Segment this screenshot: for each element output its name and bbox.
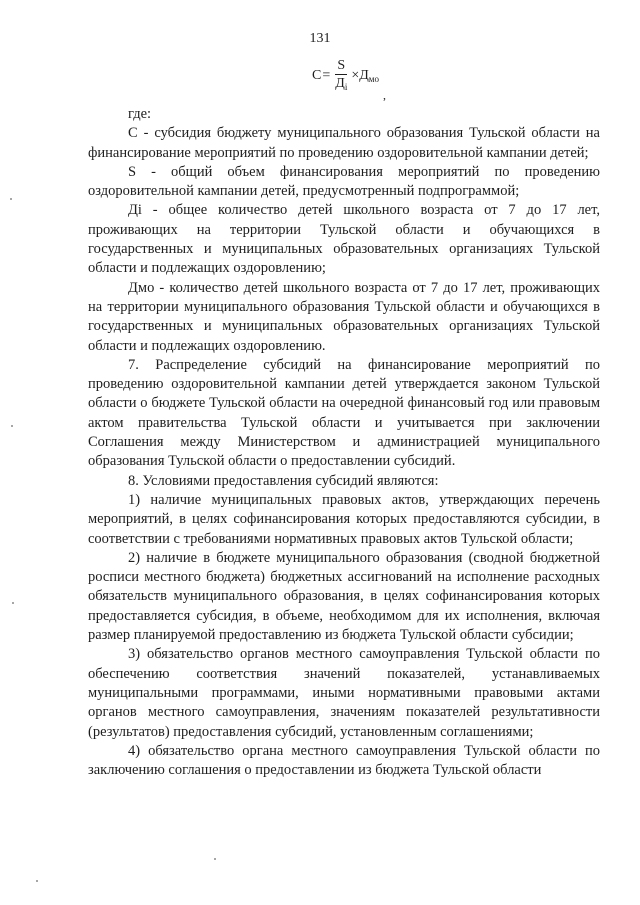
paragraph-clause-8: 8. Условиями предоставления субсидий являются: bbox=[128, 472, 439, 489]
paragraph-clause-7: 7. Распределение субсидий на финансирование мероприятий по проведению оздоровительной кампании детей утверждается законом Тульской области о бюджете Тульской области на очередной финансовый год или правовым актом правительства Тульской области и учитывается при заключении Соглашения между Министерством и администрацией муниципального образования Тульской области о предоставлении субсидий. bbox=[88, 356, 600, 470]
paragraph-condition-2: 2) наличие в бюджете муниципального образования (сводной бюджетной росписи местного бюджета) бюджетных ассигнований на исполнение расходных обязательств муниципального образования, в целях софинансирования которых предоставляется субсидия, в объеме, необходимом для их исполнения, включая размер планируемой предоставлению из бюджета Тульской области субсидии; bbox=[88, 549, 600, 644]
formula-numerator: S bbox=[337, 57, 346, 73]
formula-denominator bbox=[333, 75, 349, 95]
page-number: 131 bbox=[309, 31, 331, 46]
scan-speck bbox=[214, 858, 216, 860]
scan-speck bbox=[11, 425, 13, 427]
subsidy-formula bbox=[312, 52, 379, 100]
paragraph-definition-s: S - общий объем финансирования мероприятий по проведению оздоровительной кампании детей, предусмотренный подпрограммой; bbox=[88, 163, 600, 200]
formula-trailing-comma: , bbox=[383, 88, 386, 102]
body-text bbox=[88, 105, 600, 780]
formula-factor-main: Д bbox=[359, 68, 369, 83]
formula-factor bbox=[359, 68, 379, 84]
scan-speck bbox=[36, 880, 38, 882]
paragraph-condition-3: 3) обязательство органов местного самоуправления Тульской области по обеспечению соответствия значений показателей, устанавливаемых муниципальными программами, иными нормативными правовыми актами органов местного самоуправления, значениям показателей результативности (результатов) предоставления субсидий, установленным соглашениями; bbox=[88, 646, 600, 740]
paragraph-where: где: bbox=[128, 106, 152, 122]
paragraph-definition-c: С - субсидия бюджету муниципального образования Тульской области на финансирование мероприятий по проведению оздоровительной кампании детей; bbox=[88, 125, 600, 161]
formula-equals: = bbox=[322, 68, 331, 83]
scan-speck bbox=[12, 602, 14, 604]
paragraph-condition-4: 4) обязательство органа местного самоуправления Тульской области по заключению соглашения о предоставлении из бюджета Тульской области bbox=[88, 742, 600, 779]
paragraph-definition-di: Дi - общее количество детей школьного возраста от 7 до 17 лет, проживающих на территории Тульской области и обучающихся в государственных и муниципальных образовательных организациях Тульской области и подлежащих оздоровлению; bbox=[88, 202, 600, 277]
formula-denominator-sub: i bbox=[344, 81, 348, 92]
formula-denominator-main: Д bbox=[335, 75, 345, 91]
paragraph-condition-1: 1) наличие муниципальных правовых актов, утверждающих перечень мероприятий, в целях софинансирования которых предоставляются субсидии, в соответствии с требованиями нормативных правовых актов Тульской области; bbox=[88, 491, 600, 547]
scan-speck bbox=[10, 198, 12, 200]
paragraph-definition-dmo: Дмо - количество детей школьного возраста от 7 до 17 лет, проживающих на территории муниципального образования Тульской области и обучающихся в государственных и муниципальных образовательных организациях Тульской области и подлежащих оздоровлению. bbox=[88, 279, 600, 354]
formula-fraction bbox=[333, 58, 349, 95]
formula-times: × bbox=[351, 68, 360, 83]
formula-lhs: C bbox=[312, 68, 322, 83]
formula-factor-sub: мо bbox=[368, 74, 379, 84]
